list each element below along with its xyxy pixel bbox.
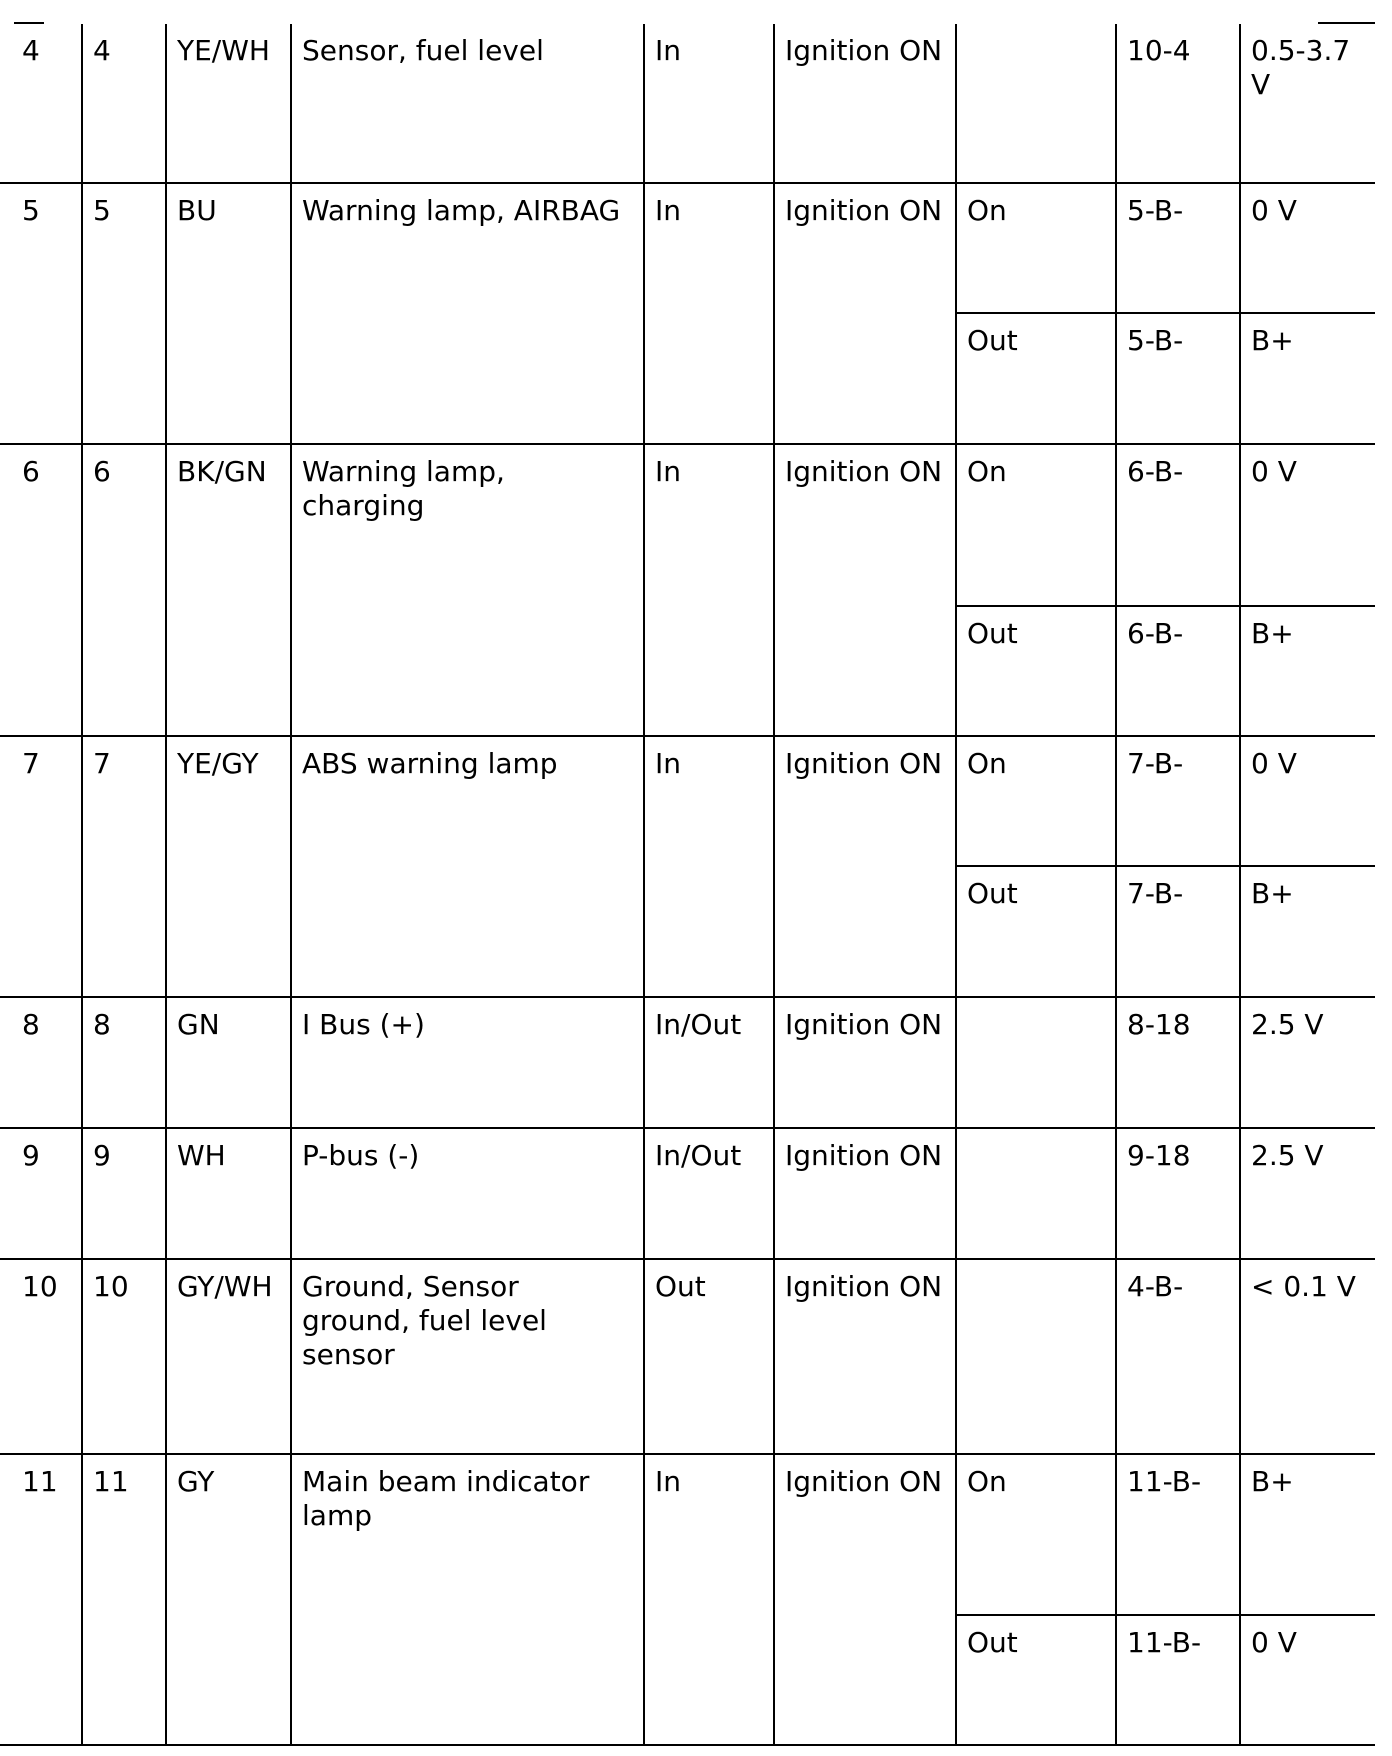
wire-color-cell: GN [166,997,291,1128]
direction-cell: In [644,183,774,444]
function-cell: P-bus (-) [291,1128,644,1259]
condition-cell: Ignition ON [774,183,956,444]
terminal-cell: 8-18 [1116,997,1240,1128]
value-cell: 2.5 V [1240,997,1375,1128]
state-cell [956,997,1116,1128]
pin-number-cell: 7 [0,736,82,997]
direction-cell: In/Out [644,997,774,1128]
value-cell: B+ [1240,1454,1375,1615]
table-row [0,24,1375,183]
state-cell: Out [956,866,1116,997]
value-cell: 0 V [1240,736,1375,866]
state-cell: On [956,183,1116,313]
table-row [0,736,1375,866]
condition-cell: Ignition ON [774,24,956,183]
condition-cell: Ignition ON [774,1128,956,1259]
value-cell: 0.5-3.7 V [1240,24,1375,183]
table-row [0,1454,1375,1615]
value-cell: B+ [1240,313,1375,444]
wire-color-cell: GY [166,1454,291,1745]
value-cell: 0 V [1240,1615,1375,1745]
terminal-cell: 5-B- [1116,183,1240,313]
table-row [0,1259,1375,1454]
function-cell: Main beam indicator lamp [291,1454,644,1745]
function-cell: Ground, Sensor ground, fuel level sensor [291,1259,644,1454]
value-cell: 0 V [1240,183,1375,313]
function-cell: Warning lamp, charging [291,444,644,736]
pin-number-cell: 4 [82,24,166,183]
pin-table-body [0,24,1375,1745]
function-cell: Warning lamp, AIRBAG [291,183,644,444]
pin-number-cell: 4 [0,24,82,183]
function-cell: I Bus (+) [291,997,644,1128]
function-cell: ABS warning lamp [291,736,644,997]
pin-number-cell: 9 [82,1128,166,1259]
direction-cell: In [644,24,774,183]
pin-number-cell: 6 [82,444,166,736]
pin-assignment-table [0,24,1375,1746]
terminal-cell: 10-4 [1116,24,1240,183]
terminal-cell: 6-B- [1116,606,1240,736]
pin-number-cell: 8 [0,997,82,1128]
pin-number-cell: 11 [82,1454,166,1745]
table-row [0,183,1375,313]
state-cell [956,1259,1116,1454]
condition-cell: Ignition ON [774,1454,956,1745]
pin-number-cell: 5 [0,183,82,444]
condition-cell: Ignition ON [774,1259,956,1454]
wire-color-cell: GY/WH [166,1259,291,1454]
wire-color-cell: BK/GN [166,444,291,736]
state-cell: Out [956,1615,1116,1745]
terminal-cell: 4-B- [1116,1259,1240,1454]
terminal-cell: 5-B- [1116,313,1240,444]
value-cell: B+ [1240,866,1375,997]
function-cell: Sensor, fuel level [291,24,644,183]
wire-color-cell: YE/GY [166,736,291,997]
condition-cell: Ignition ON [774,997,956,1128]
terminal-cell: 11-B- [1116,1615,1240,1745]
value-cell: 2.5 V [1240,1128,1375,1259]
pin-number-cell: 11 [0,1454,82,1745]
state-cell: On [956,736,1116,866]
state-cell [956,24,1116,183]
state-cell: Out [956,606,1116,736]
pin-number-cell: 10 [0,1259,82,1454]
condition-cell: Ignition ON [774,736,956,997]
wire-color-cell: BU [166,183,291,444]
terminal-cell: 6-B- [1116,444,1240,606]
pin-number-cell: 6 [0,444,82,736]
table-row [0,997,1375,1128]
direction-cell: Out [644,1259,774,1454]
value-cell: B+ [1240,606,1375,736]
pin-number-cell: 7 [82,736,166,997]
table-row [0,444,1375,606]
terminal-cell: 7-B- [1116,736,1240,866]
direction-cell: In [644,736,774,997]
terminal-cell: 9-18 [1116,1128,1240,1259]
direction-cell: In [644,444,774,736]
state-cell: On [956,444,1116,606]
state-cell: On [956,1454,1116,1615]
condition-cell: Ignition ON [774,444,956,736]
pin-number-cell: 5 [82,183,166,444]
value-cell: 0 V [1240,444,1375,606]
state-cell: Out [956,313,1116,444]
direction-cell: In/Out [644,1128,774,1259]
pin-number-cell: 8 [82,997,166,1128]
terminal-cell: 11-B- [1116,1454,1240,1615]
wire-color-cell: YE/WH [166,24,291,183]
direction-cell: In [644,1454,774,1745]
state-cell [956,1128,1116,1259]
value-cell: < 0.1 V [1240,1259,1375,1454]
wire-color-cell: WH [166,1128,291,1259]
terminal-cell: 7-B- [1116,866,1240,997]
table-row [0,1128,1375,1259]
pin-number-cell: 9 [0,1128,82,1259]
pin-number-cell: 10 [82,1259,166,1454]
